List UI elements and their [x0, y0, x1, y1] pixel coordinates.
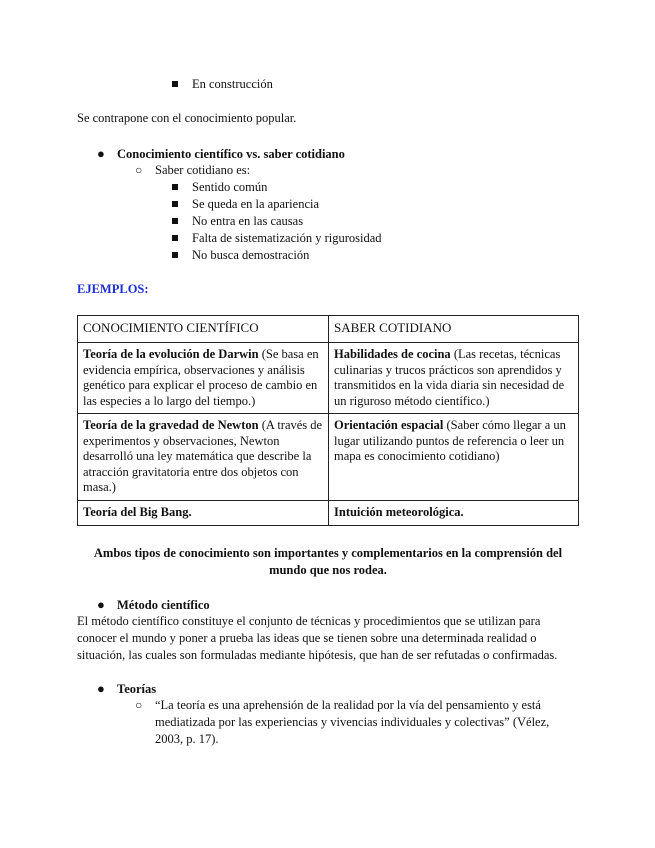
list-item [135, 697, 580, 748]
cell-bold-text: Intuición meteorológica. [334, 504, 464, 519]
table-row [78, 500, 579, 525]
circle-bullet-icon: ○ [135, 698, 143, 712]
list-item [172, 247, 309, 264]
quote-text: “La teoría es una aprehensión de la realidad por la vía del pensamiento y está mediatizada por las experiencias y vivencias individuales y colectivas” (Vélez, 2003, p. 17). [155, 698, 550, 746]
table-cell [78, 500, 329, 525]
table-header-cell: SABER COTIDIANO [329, 316, 579, 343]
table-cell [329, 414, 579, 501]
section-title: Conocimiento científico vs. saber cotidiano [117, 147, 345, 161]
cell-bold-text: Teoría del Big Bang. [83, 504, 192, 519]
disc-bullet-icon: ● [97, 597, 105, 612]
list-item [172, 179, 267, 196]
table-header-row [78, 316, 579, 343]
table-cell [329, 500, 579, 525]
cell-text: (Se basa en evidencia empírica, observaciones y análisis genético para explicar el proceso de cambio en las especies a lo largo del tiempo.) [83, 347, 319, 408]
square-bullet-icon [172, 184, 178, 190]
conclusion-text: Ambos tipos de conocimiento son importantes y complementarios en la comprensión del mundo que nos rodea. [93, 546, 563, 577]
comparison-table [77, 315, 579, 526]
list-item-text: Se queda en la apariencia [192, 197, 320, 211]
ejemplos-heading: EJEMPLOS: [77, 282, 149, 296]
table-row [78, 343, 579, 414]
cell-bold-text: Teoría de la gravedad de Newton [83, 418, 259, 432]
list-item [135, 162, 250, 179]
table-cell [329, 343, 579, 414]
list-item [172, 76, 273, 93]
list-item-text: No busca demostración [192, 248, 310, 262]
cell-text: (Saber cómo llegar a un lugar utilizando puntos de referencia o leer un mapa es conocimiento cotidiano) [334, 418, 566, 463]
disc-bullet-icon: ● [97, 146, 105, 161]
cell-bold-text: Habilidades de cocina [334, 347, 451, 361]
table-cell [78, 343, 329, 414]
square-bullet-icon [172, 252, 178, 258]
list-item [172, 196, 319, 213]
list-item [97, 145, 345, 163]
list-item-text: Sentido común [192, 180, 268, 194]
section-title: Teorías [117, 682, 157, 696]
cell-bold-text: Orientación espacial [334, 418, 444, 432]
paragraph: Se contrapone con el conocimiento popular. [77, 111, 297, 125]
table-cell [78, 414, 329, 501]
circle-bullet-icon: ○ [135, 163, 143, 177]
cell-bold-text: Teoría de la evolución de Darwin [83, 347, 259, 361]
cell-text: (A través de experimentos y observaciones, Newton desarrolló una ley matemática que describe la atracción gravitatoria entre dos objetos con masa.) [83, 418, 323, 494]
list-item [172, 230, 382, 247]
paragraph: El método científico constituye el conjunto de técnicas y procedimientos que se utilizan para conocer el mundo y poner a prueba las ideas que se tienen sobre una determinada realidad o situación, las cuales son formuladas mediante hipótesis, que han de ser refutadas o confirmadas. [77, 614, 558, 662]
section-title: Método científico [117, 598, 210, 612]
list-item-text: Falta de sistematización y rigurosidad [192, 231, 382, 245]
square-bullet-icon [172, 218, 178, 224]
square-bullet-icon [172, 235, 178, 241]
list-item [97, 596, 210, 614]
disc-bullet-icon: ● [97, 681, 105, 696]
list-item-text: No entra en las causas [192, 214, 304, 228]
list-item [97, 680, 156, 698]
table-header-cell: CONOCIMIENTO CIENTÍFICO [78, 316, 329, 343]
list-item-text: En construcción [192, 77, 273, 91]
list-item [172, 213, 303, 230]
list-item-text: Saber cotidiano es: [155, 163, 251, 177]
cell-text: (Las recetas, técnicas culinarias y trucos prácticos son aprendidos y transmitidos en la vida diaria sin necesidad de un riguroso método científico.) [334, 347, 565, 408]
table-row [78, 414, 579, 501]
square-bullet-icon [172, 201, 178, 207]
square-bullet-icon [172, 81, 178, 87]
